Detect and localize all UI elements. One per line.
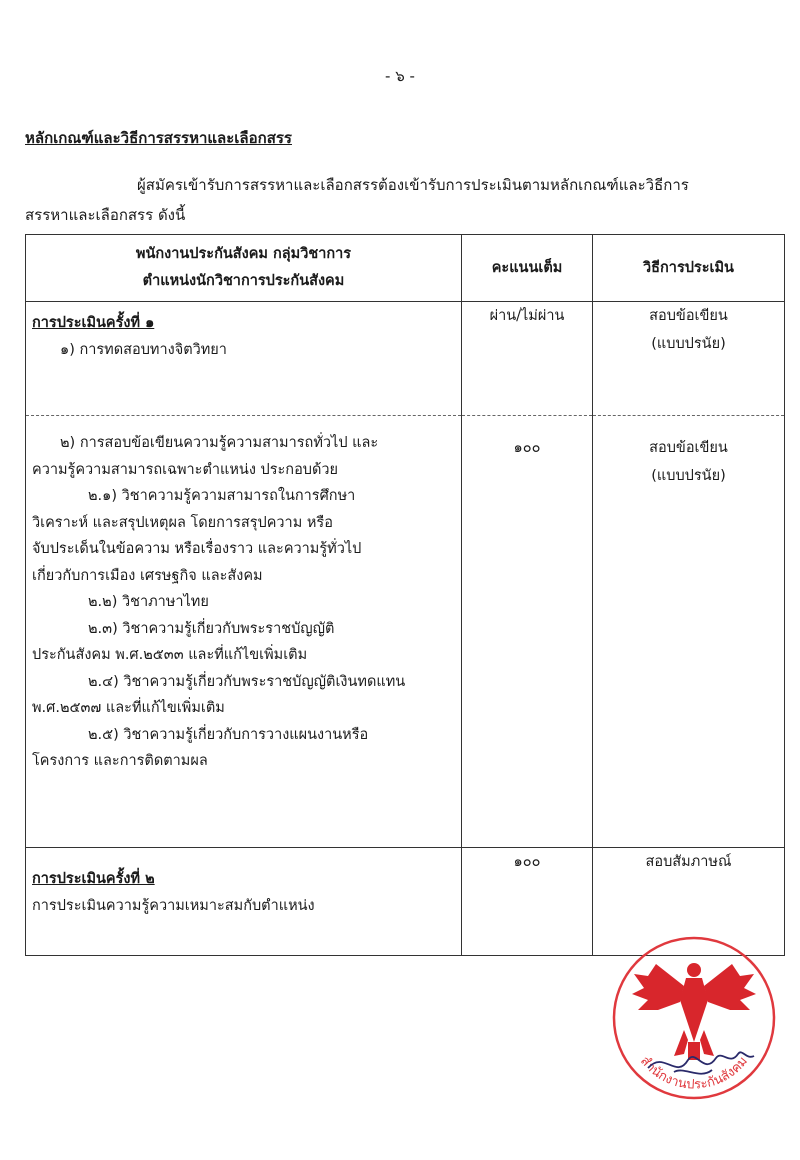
- item2-line: โครงการ และการติดตามผล: [32, 753, 208, 769]
- round1-item2-cell: [26, 416, 462, 848]
- item2-line: พ.ศ.๒๕๓๗ และที่แก้ไขเพิ่มเติม: [32, 700, 225, 716]
- official-seal: [604, 930, 784, 1110]
- round1-item1-cell: [26, 302, 462, 416]
- round1-score1: ผ่าน/ไม่ผ่าน: [462, 302, 593, 416]
- table-row: [26, 302, 785, 416]
- item2-line: ๒) การสอบข้อเขียนความรู้ความสามารถทั่วไป และ: [60, 435, 379, 451]
- round1-method1-line-1: สอบข้อเขียน: [649, 308, 728, 324]
- round2-title: การประเมินครั้งที่ ๒: [32, 871, 155, 887]
- item2-line: ความรู้ความสามารถเฉพาะตำแหน่ง ประกอบด้วย: [32, 461, 339, 478]
- item2-line: จับประเด็นในข้อความ หรือเรื่องราว และความรู้ทั่วไป: [32, 541, 362, 557]
- round1-score2: ๑๐๐: [462, 416, 593, 848]
- round1-item1: ๑) การทดสอบทางจิตวิทยา: [60, 341, 227, 358]
- round2-cell: [26, 848, 462, 956]
- table-row: [26, 416, 785, 848]
- round1-method2-cell: [593, 416, 785, 848]
- header-full-score: คะแนนเต็ม: [462, 235, 593, 302]
- intro-paragraph: [25, 170, 785, 230]
- intro-line-1: ผู้สมัครเข้ารับการสรรหาและเลือกสรรต้องเข้ารับการประเมินตามหลักเกณฑ์และวิธีการ: [137, 176, 689, 194]
- assessment-table: [25, 234, 785, 956]
- item2-line: ประกันสังคม พ.ศ.๒๕๓๓ และที่แก้ไขเพิ่มเติม: [32, 647, 308, 663]
- item2-line: วิเคราะห์ และสรุปเหตุผล โดยการสรุปความ หรือ: [32, 514, 333, 531]
- garuda-emblem-icon: [632, 963, 756, 1060]
- header-method: วิธีการประเมิน: [593, 235, 785, 302]
- item2-line: ๒.๑) วิชาความรู้ความสามารถในการศึกษา: [88, 488, 356, 504]
- item2-line: เกี่ยวกับการเมือง เศรษฐกิจ และสังคม: [32, 567, 263, 584]
- section-heading: หลักเกณฑ์และวิธีการสรรหาและเลือกสรร: [25, 129, 292, 147]
- header-position-line-1: พนักงานประกันสังคม กลุ่มวิชาการ: [135, 246, 352, 262]
- intro-line-2: สรรหาและเลือกสรร ดังนี้: [25, 206, 186, 224]
- round1-title: การประเมินครั้งที่ ๑: [32, 315, 155, 331]
- page-number: - ๖ -: [385, 67, 415, 85]
- item2-line: ๒.๒) วิชาภาษาไทย: [88, 594, 209, 610]
- round2-item: การประเมินความรู้ความเหมาะสมกับตำแหน่ง: [32, 897, 315, 914]
- round2-method: สอบสัมภาษณ์: [593, 848, 785, 956]
- round2-score: ๑๐๐: [462, 848, 593, 956]
- seal-text: สำนักงานประกันสังคม: [637, 1053, 751, 1093]
- item2-line: ๒.๓) วิชาความรู้เกี่ยวกับพระราชบัญญัติ: [88, 620, 335, 637]
- round1-method1-cell: [593, 302, 785, 416]
- table-header-row: [26, 235, 785, 302]
- round1-method1-line-2: (แบบปรนัย): [651, 336, 726, 352]
- round1-method2-line-2: (แบบปรนัย): [651, 468, 726, 484]
- header-position: [26, 235, 462, 302]
- item2-line: ๒.๕) วิชาความรู้เกี่ยวกับการวางแผนงานหรือ: [88, 726, 369, 743]
- round1-method2-line-1: สอบข้อเขียน: [649, 440, 728, 456]
- item2-line: ๒.๔) วิชาความรู้เกี่ยวกับพระราชบัญญัติเงินทดแทน: [88, 673, 406, 690]
- header-position-line-2: ตำแหน่งนักวิชาการประกันสังคม: [142, 273, 345, 289]
